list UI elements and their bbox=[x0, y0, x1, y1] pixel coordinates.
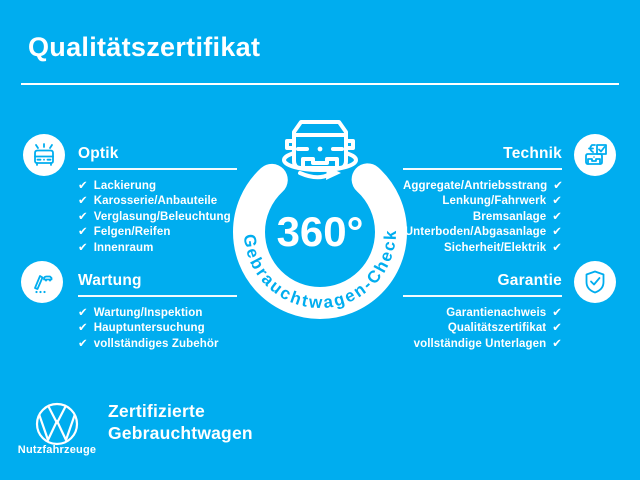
section-title-wartung: Wartung bbox=[78, 272, 142, 289]
list-item bbox=[78, 225, 237, 241]
wartung-icon-circle bbox=[21, 261, 63, 303]
item-label: Lackierung bbox=[93, 179, 157, 192]
check-icon: ✔ bbox=[552, 226, 562, 239]
list-item bbox=[403, 194, 562, 210]
ring-curved-text: Gebrauchtwagen-Check bbox=[239, 228, 401, 313]
brand-label: Nutzfahrzeuge bbox=[17, 444, 97, 456]
check-icon: ✔ bbox=[78, 226, 88, 239]
list-item bbox=[78, 337, 237, 353]
title-divider bbox=[21, 83, 619, 85]
check-icon: ✔ bbox=[78, 322, 88, 335]
item-label: Bremsanlage bbox=[472, 210, 547, 223]
van-360-rotation-icon bbox=[287, 122, 353, 168]
ring-graphic bbox=[210, 116, 430, 322]
item-label: Sicherheit/Elektrik bbox=[444, 241, 547, 254]
section-title-technik: Technik bbox=[503, 145, 562, 162]
check-icon: ✔ bbox=[78, 337, 88, 350]
tagline-line1: Zertifizierte bbox=[108, 401, 205, 421]
item-label: Felgen/Reifen bbox=[93, 226, 171, 239]
section-rule-wartung bbox=[78, 295, 237, 297]
item-label: Innenraum bbox=[93, 241, 154, 254]
list-item bbox=[78, 306, 237, 322]
technik-item-list bbox=[403, 179, 562, 257]
check-icon: ✔ bbox=[553, 179, 564, 192]
check-icon: ✔ bbox=[552, 322, 562, 335]
item-label: Unterboden/Abgasanlage bbox=[404, 226, 547, 239]
item-label: Aggregate/Antriebsstrang bbox=[403, 179, 548, 192]
wartung-item-list bbox=[78, 306, 237, 353]
rotation-arrow bbox=[300, 173, 330, 177]
section-rule-technik bbox=[403, 168, 562, 170]
item-label: vollständiges Zubehör bbox=[93, 337, 219, 350]
degrees-label: 360° bbox=[276, 208, 364, 255]
check-icon: ✔ bbox=[552, 306, 562, 319]
list-item bbox=[78, 194, 237, 210]
check-icon: ✔ bbox=[78, 241, 88, 254]
optik-icon-circle bbox=[23, 134, 65, 176]
section-garantie bbox=[403, 272, 562, 352]
item-label: Hauptuntersuchung bbox=[93, 322, 205, 335]
list-item bbox=[403, 210, 562, 226]
shield-check-icon bbox=[580, 267, 610, 297]
list-item bbox=[403, 337, 562, 353]
item-label: Wartung/Inspektion bbox=[93, 306, 203, 319]
section-title-optik: Optik bbox=[78, 145, 119, 162]
list-item bbox=[403, 225, 562, 241]
tagline-line2: Gebrauchtwagen bbox=[108, 423, 253, 443]
section-rule-garantie bbox=[403, 295, 562, 297]
check-icon: ✔ bbox=[552, 337, 562, 350]
garantie-icon-circle bbox=[574, 261, 616, 303]
list-item bbox=[403, 241, 562, 257]
item-label: Karosserie/Anbauteile bbox=[93, 195, 218, 208]
item-label: Qualitätszertifikat bbox=[447, 322, 547, 335]
service-pen-icon bbox=[27, 267, 57, 297]
optik-item-list bbox=[78, 179, 237, 257]
list-item bbox=[78, 179, 237, 195]
section-rule-optik bbox=[78, 168, 237, 170]
vw-logo bbox=[35, 402, 79, 446]
vw-roundel-icon bbox=[35, 402, 79, 446]
item-label: Lenkung/Fahrwerk bbox=[442, 195, 547, 208]
car-checklist-icon bbox=[580, 140, 610, 170]
list-item bbox=[78, 210, 237, 226]
section-technik bbox=[403, 145, 562, 256]
list-item bbox=[403, 306, 562, 322]
check-icon: ✔ bbox=[78, 195, 88, 208]
check-icon: ✔ bbox=[552, 195, 562, 208]
check-icon: ✔ bbox=[78, 210, 88, 223]
item-label: Garantienachweis bbox=[446, 306, 547, 319]
page-title: Qualitätszertifikat bbox=[28, 32, 261, 62]
list-item bbox=[403, 179, 562, 195]
tagline bbox=[108, 400, 253, 444]
section-title-garantie: Garantie bbox=[497, 272, 562, 289]
garantie-item-list bbox=[403, 306, 562, 353]
check-icon: ✔ bbox=[78, 179, 88, 192]
section-wartung bbox=[78, 272, 237, 352]
list-item bbox=[403, 321, 562, 337]
check-icon: ✔ bbox=[552, 241, 562, 254]
item-label: Verglasung/Beleuchtung bbox=[93, 210, 231, 223]
check-icon: ✔ bbox=[78, 306, 88, 319]
list-item bbox=[78, 321, 237, 337]
car-front-shine-icon bbox=[29, 140, 59, 170]
list-item bbox=[78, 241, 237, 257]
section-optik bbox=[78, 145, 237, 256]
item-label: vollständige Unterlagen bbox=[413, 337, 547, 350]
technik-icon-circle bbox=[574, 134, 616, 176]
check-icon: ✔ bbox=[552, 210, 562, 223]
center-360-graphic bbox=[210, 116, 430, 322]
